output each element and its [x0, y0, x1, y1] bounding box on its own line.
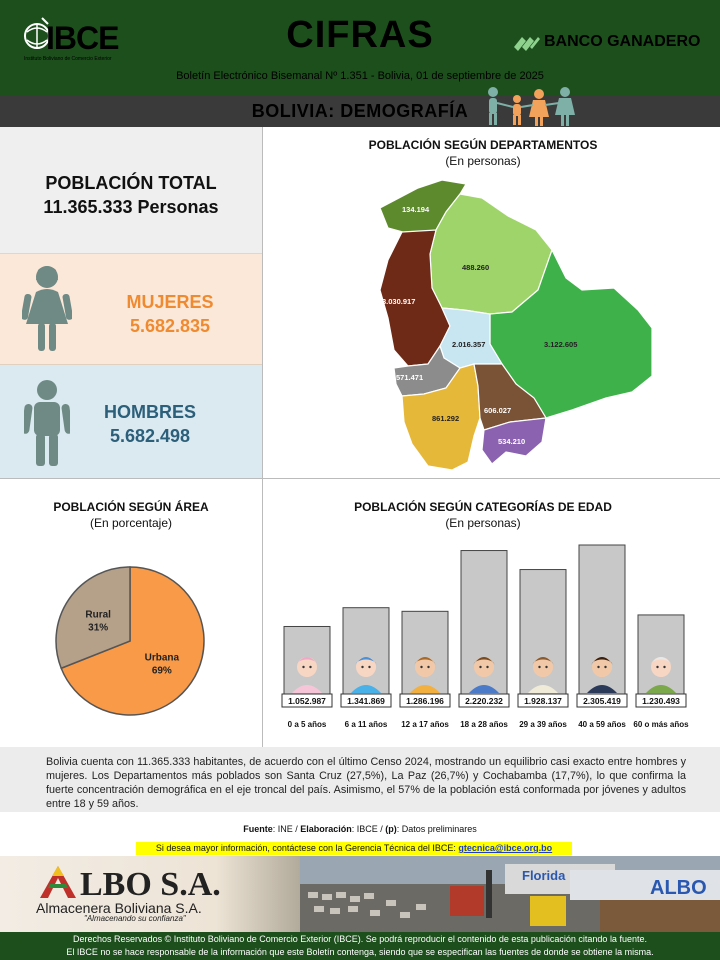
- elaboration-value: : IBCE /: [351, 824, 386, 834]
- pie-percent-label: 31%: [88, 622, 109, 634]
- age-category-label: 6 a 11 años: [344, 720, 388, 729]
- dept-value-oruro: 571.471: [396, 373, 424, 382]
- family-icon: [483, 85, 579, 127]
- footer: [0, 932, 720, 960]
- dept-value-cochabamba: 2.016.357: [452, 340, 486, 349]
- age-value-label: 1.928.137: [524, 696, 562, 706]
- dept-value-beni: 488.260: [462, 263, 490, 272]
- age-chart-subtitle: (En personas): [445, 516, 521, 530]
- description-text: Bolivia cuenta con 11.365.333 habitantes, de acuerdo con el último Censo 2024, mostrando un equilibrio casi exacto entre hombres y mujeres. Los Departamentos más poblados son Santa Cruz (27,5%), La Paz (26,7%) y Cochabamba (17,7%), lo que confirma la fuerte concentración demográfica en el eje troncal del país. Asimismo, el 57% de la población está conformada por jóvenes y adultos entre 18 y 59 años.: [46, 756, 686, 810]
- age-category-label: 29 a 39 años: [519, 720, 567, 729]
- age-value-label: 2.220.232: [465, 696, 503, 706]
- age-category-label: 12 a 17 años: [401, 720, 449, 729]
- age-value-label: 1.286.196: [406, 696, 444, 706]
- age-category-label: 18 a 28 años: [460, 720, 508, 729]
- men-label: HOMBRES: [103, 402, 196, 422]
- total-population-value: 11.365.333 Personas: [43, 197, 219, 217]
- contact-bar: [136, 842, 572, 855]
- age-chart-title: POBLACIÓN SEGÚN CATEGORÍAS DE EDAD: [354, 500, 612, 514]
- age-category-label: 60 o más años: [633, 720, 689, 729]
- age-value-label: 1.230.493: [642, 696, 680, 706]
- bulletin-info: Boletín Electrónico Bisemanal Nº 1.351 - Bolivia, 01 de septiembre de 2025: [176, 70, 544, 82]
- age-value-label: 1.341.869: [347, 696, 385, 706]
- age-category-label: 0 a 5 años: [287, 720, 327, 729]
- age-bar[interactable]: [638, 615, 684, 695]
- map-title: POBLACIÓN SEGÚN DEPARTAMENTOS: [368, 138, 598, 152]
- map-subtitle: (En personas): [445, 154, 521, 168]
- ad-sign-florida: Florida: [522, 868, 566, 883]
- source-note: [0, 824, 720, 834]
- pie-category-label: Rural: [85, 609, 111, 621]
- source-label: Fuente: [243, 824, 273, 834]
- area-pie-chart: [52, 563, 208, 719]
- age-value-label: 1.052.987: [288, 696, 326, 706]
- albo-slogan: "Almacenando su confianza": [84, 914, 186, 923]
- albo-a-icon: [38, 864, 78, 900]
- row-divider: [0, 478, 720, 479]
- albo-company-name: Almacenera Boliviana S.A.: [36, 900, 202, 916]
- banner-title: BOLIVIA: DEMOGRAFÍA: [251, 101, 469, 121]
- page-title: CIFRAS: [286, 14, 434, 56]
- ibce-subtitle: Instituto Boliviano de Comercio Exterior: [24, 56, 112, 62]
- men-value: 5.682.498: [109, 426, 191, 446]
- age-value-label: 2.305.419: [583, 696, 621, 706]
- age-bar[interactable]: [402, 611, 448, 695]
- ad-sign-albo: ALBO: [650, 877, 707, 899]
- age-bar-chart: [263, 535, 720, 735]
- dept-value-potosi: 861.292: [432, 414, 460, 423]
- pie-percent-label: 69%: [151, 665, 172, 677]
- man-icon: [24, 378, 70, 468]
- footer-copyright: Derechos Reservados © Instituto Boliviano de Comercio Exterior (IBCE). Se podrá reproducir el contenido de esta publicación citando la fuente.: [73, 934, 647, 944]
- pie-category-label: Urbana: [144, 652, 180, 664]
- contact-text: Si desea mayor información, contáctese con la Gerencia Técnica del IBCE:: [155, 843, 459, 853]
- total-population-label: POBLACIÓN TOTAL: [45, 173, 217, 193]
- source-value: : INE /: [272, 824, 301, 834]
- bolivia-department-map: [360, 172, 660, 472]
- dept-value-pando: 134.194: [402, 205, 430, 214]
- warehouse-photo: [300, 856, 720, 932]
- total-population-card: [0, 127, 262, 254]
- albo-logo-text: LBO S.A.: [80, 866, 221, 903]
- woman-icon: [22, 264, 72, 354]
- banco-ganadero-text: BANCO GANADERO: [544, 33, 701, 50]
- women-label: MUJERES: [126, 292, 214, 312]
- preliminary-label: (p): [385, 824, 397, 834]
- preliminary-value: : Datos preliminares: [396, 824, 477, 834]
- dept-value-tarija: 534.210: [498, 437, 526, 446]
- age-bar[interactable]: [343, 608, 389, 695]
- area-chart-subtitle: (En porcentaje): [89, 516, 173, 530]
- ibce-wordmark: IBCE: [46, 20, 119, 56]
- contact-email-link[interactable]: gtecnica@ibce.org.bo: [458, 843, 553, 853]
- footer-disclaimer: El IBCE no se hace responsable de la información que este Boletín contenga, siendo que se especifican las fuentes de donde se obtiene la misma.: [66, 947, 654, 957]
- dept-value-la-paz: 3.030.917: [382, 297, 416, 306]
- area-chart-title: POBLACIÓN SEGÚN ÁREA: [53, 500, 209, 514]
- women-value: 5.682.835: [129, 316, 211, 336]
- banco-ganadero-icon: [512, 31, 542, 53]
- dept-value-santa-cruz: 3.122.605: [544, 340, 578, 349]
- age-category-label: 40 a 59 años: [578, 720, 626, 729]
- elaboration-label: Elaboración: [300, 824, 352, 834]
- banco-ganadero-logo[interactable]: [512, 30, 702, 54]
- dept-value-chuquisaca: 606.027: [484, 406, 512, 415]
